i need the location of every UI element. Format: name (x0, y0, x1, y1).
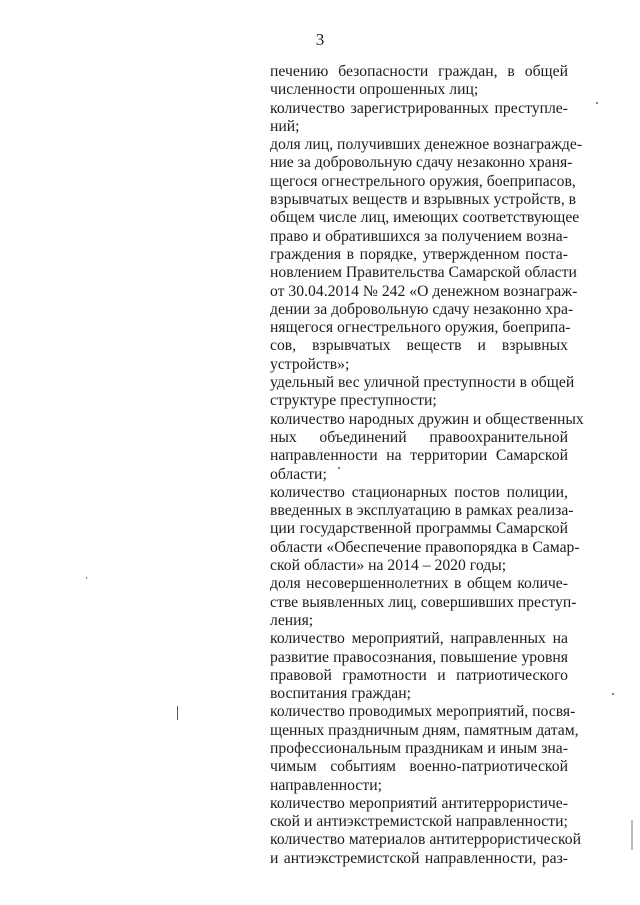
text-line: и антиэкстремистской направленности, раз- (270, 849, 568, 867)
scan-speck (596, 102, 598, 104)
text-line: доля лиц, получивших денежное вознагражде- (270, 136, 583, 154)
text-line: ции государственной программы Самарской (270, 520, 568, 538)
text-line: ных объединений правоохранительной (270, 428, 568, 446)
scan-speck (177, 706, 178, 720)
paragraph (270, 630, 568, 703)
text-line: ской области» на 2014 – 2020 годы; (270, 557, 507, 575)
scan-speck (338, 467, 340, 469)
text-line: количество стационарных постов полиции, (270, 483, 568, 501)
text-line: право и обратившихся за получением возна- (270, 227, 568, 245)
text-line: количество мероприятий, направленных на (270, 630, 568, 648)
paragraph (270, 63, 568, 100)
paragraph (270, 831, 582, 868)
text-line: ления; (270, 611, 314, 629)
document-body (270, 63, 584, 868)
text-line: ний; (270, 117, 300, 135)
paragraph (270, 410, 584, 484)
text-line: профессиональным праздникам и иным зна- (270, 739, 568, 757)
paragraph (270, 136, 583, 374)
text-line: новлением Правительства Самарской области (270, 264, 577, 282)
text-line: области «Обеспечение правопорядка в Самар- (270, 538, 580, 556)
text-line: дении за добровольную сдачу незаконно хра- (270, 300, 574, 318)
text-line: удельный вес уличной преступности в общей (270, 374, 575, 392)
paragraph (270, 575, 577, 630)
paragraph (270, 374, 575, 411)
scan-speck (612, 693, 614, 695)
scan-speck (631, 820, 633, 850)
paragraph (270, 483, 580, 575)
text-line: щегося огнестрельного оружия, боеприпасов, (270, 172, 576, 190)
text-line: граждения в порядке, утвержденном поста- (270, 245, 568, 263)
text-line: правовой грамотности и патриотического (270, 666, 568, 684)
text-line: направленности; (270, 776, 382, 794)
text-line: введенных в эксплуатацию в рамках реализа- (270, 502, 574, 520)
text-line: ской и антиэкстремистской направленности; (270, 813, 568, 831)
text-line: количество проводимых мероприятий, посвя- (270, 703, 576, 721)
text-line: количество материалов антитеррористической (270, 831, 582, 849)
text-line: направленности на территории Самарской (270, 447, 568, 465)
paragraph (270, 703, 579, 794)
paragraph (270, 100, 568, 137)
text-line: щенных праздничным дням, памятным датам, (270, 721, 579, 739)
text-line: сов, взрывчатых веществ и взрывных (270, 337, 568, 355)
text-line: количество народных дружин и общественных (270, 410, 584, 428)
paragraph (270, 795, 568, 832)
text-line: численности опрошенных лиц; (270, 81, 479, 99)
text-line: печению безопасности граждан, в общей (270, 63, 568, 80)
text-line: чимым событиям военно-патриотической (270, 758, 568, 776)
text-line: количество зарегистрированных преступле- (270, 99, 568, 117)
text-line: ние за добровольную сдачу незаконно храня- (270, 154, 573, 172)
page-number: 3 (315, 30, 325, 49)
scan-speck (86, 577, 87, 579)
text-line: развитие правосознания, повышение уровня (270, 648, 568, 666)
text-line: нящегося огнестрельного оружия, боеприпа- (270, 319, 571, 337)
text-line: воспитания граждан; (270, 685, 412, 703)
text-line: структуре преступности; (270, 392, 437, 410)
text-line: от 30.04.2014 № 242 «О денежном вознаграж- (270, 282, 578, 300)
text-line: устройств»; (270, 355, 350, 373)
text-line: стве выявленных лиц, совершивших преступ- (270, 593, 577, 611)
text-line: количество мероприятий антитеррористиче- (270, 794, 568, 812)
text-line: общем числе лиц, имеющих соответствующее (270, 209, 580, 227)
text-line: области; (270, 465, 327, 483)
text-line: взрывчатых веществ и взрывных устройств, в (270, 191, 577, 209)
text-line: доля несовершеннолетних в общем количе- (270, 575, 568, 593)
